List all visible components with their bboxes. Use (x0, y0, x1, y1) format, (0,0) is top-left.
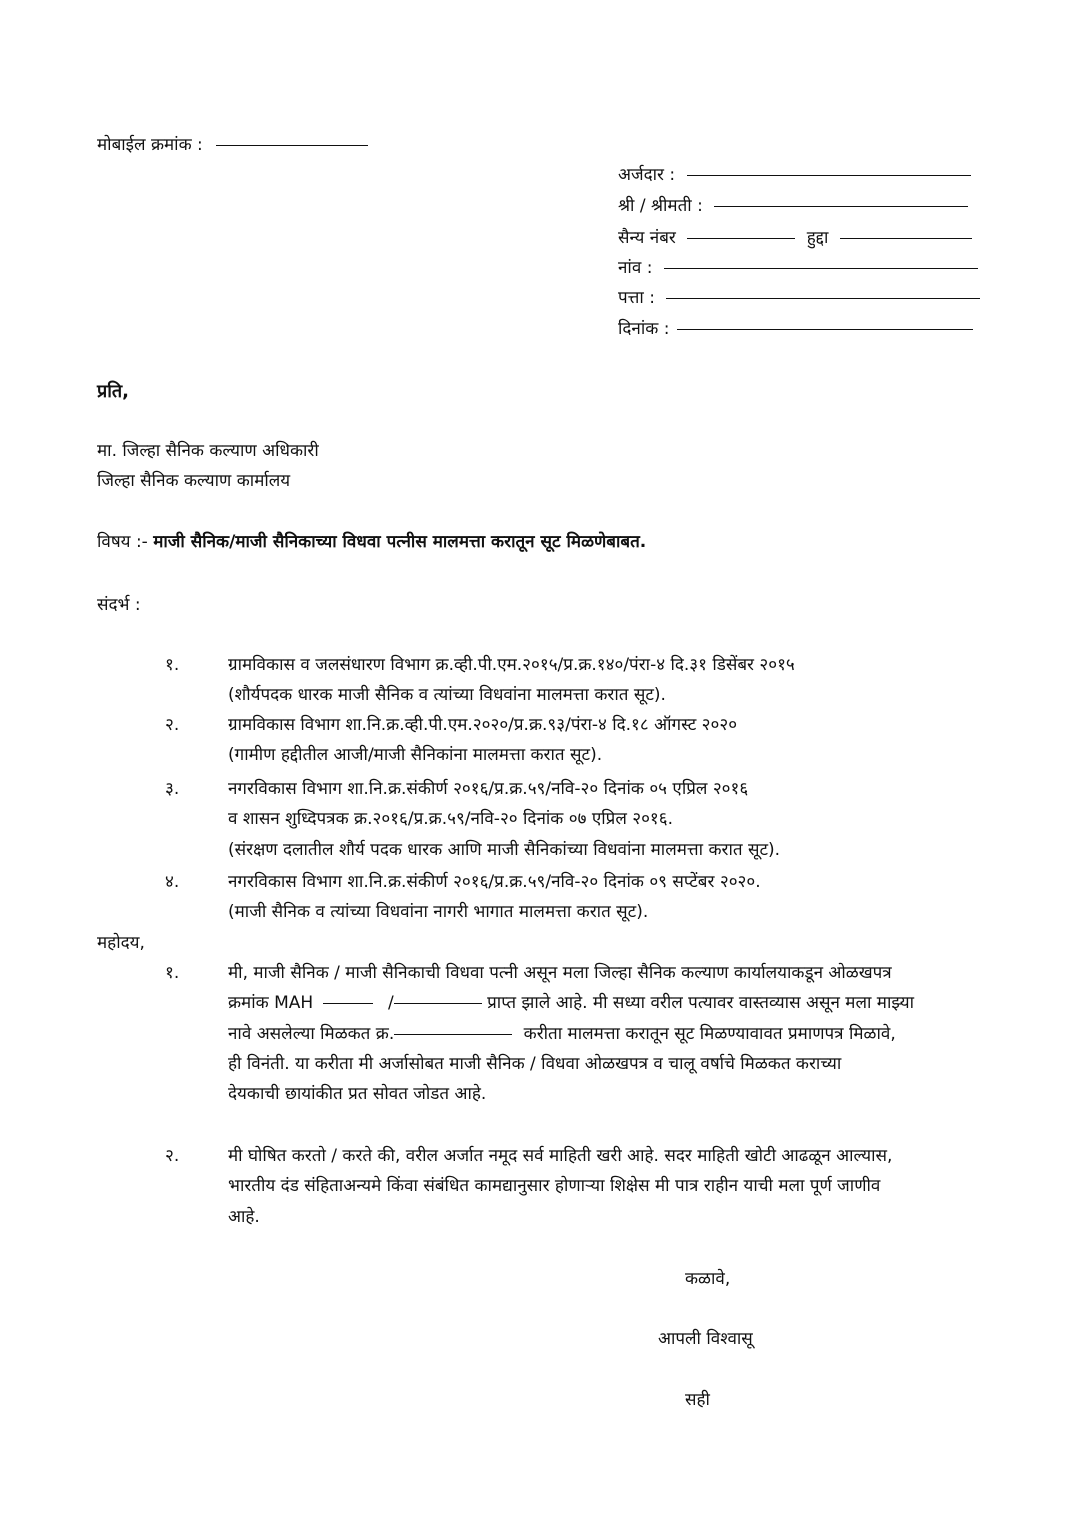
addressee-line-2: जिल्हा सैनिक कल्याण कार्मालय (97, 471, 291, 491)
applicant-arjdar-row (618, 162, 971, 185)
para-1-num: १. (165, 963, 180, 983)
closing-kalave: कळावे, (685, 1269, 731, 1289)
hudda-label: हुद्दा (806, 228, 829, 248)
arjdar-blank[interactable] (687, 175, 971, 176)
property-number-blank[interactable] (394, 1034, 512, 1035)
patta-label: पत्ता : (618, 288, 655, 308)
prati: प्रति, (97, 381, 130, 402)
ref-3-num: ३. (165, 779, 180, 799)
id-number-blank-2[interactable] (394, 1003, 482, 1004)
sainya-number-label: सैन्य नंबर (618, 228, 676, 248)
dinank-blank[interactable] (677, 329, 973, 330)
ref-4-line-1: नगरविकास विभाग शा.नि.क्र.संकीर्ण २०१६/प्र.क्र.५९/नवि-२० दिनांक ०९ सप्टेंबर २०२०. (228, 872, 761, 892)
ref-4-line-2: (माजी सैनिक व त्यांच्या विधवांना नागरी भागात मालमत्ता करात सूट). (228, 902, 649, 922)
subject-label: विषय :- (97, 532, 148, 552)
applicant-shri-row (618, 193, 968, 216)
para-2-line-1: मी घोषित करतो / करते की, वरील अर्जात नमूद सर्व माहिती खरी आहे. सदर माहिती खोटी आढळून आल्यास, (228, 1146, 893, 1166)
para-2-num: २. (165, 1146, 180, 1166)
applicant-naav-row (618, 255, 978, 278)
para-2-line-3: आहे. (228, 1207, 260, 1227)
para-1-line-5: देयकाची छायांकीत प्रत सोवत जोडत आहे. (228, 1084, 487, 1104)
sainya-number-blank[interactable] (687, 238, 795, 239)
ref-4-num: ४. (165, 872, 180, 892)
applicant-patta-row (618, 285, 980, 308)
references-label: संदर्भ : (97, 595, 141, 615)
id-number-prefix: क्रमांक MAH (228, 993, 314, 1013)
mobile-label: मोबाईल क्रमांक : (97, 135, 203, 155)
naav-blank[interactable] (664, 268, 978, 269)
para-1-line-2 (228, 990, 914, 1013)
subject-row (97, 529, 646, 552)
para-1-line-2-rest: प्राप्त झाले आहे. मी सध्या वरील पत्यावर वास्तव्यास असून मला माझ्या (487, 993, 915, 1013)
patta-blank[interactable] (666, 298, 980, 299)
closing-sahi: सही (685, 1390, 710, 1410)
addressee-line-1: मा. जिल्हा सैनिक कल्याण अधिकारी (97, 441, 319, 461)
para-1-line-3 (228, 1021, 896, 1044)
shri-blank[interactable] (714, 206, 968, 207)
shri-label: श्री / श्रीमती : (618, 196, 703, 216)
mobile-row (97, 132, 368, 155)
para-1-line-3-rest: करीता मालमत्ता करातून सूट मिळण्यावावत प्रमाणपत्र मिळावे, (523, 1024, 896, 1044)
ref-1-num: १. (165, 655, 180, 675)
mobile-blank[interactable] (216, 145, 368, 146)
salutation: महोदय, (97, 933, 145, 953)
ref-2-line-2: (गामीण हद्दीतील आजी/माजी सैनिकांना मालमत्ता करात सूट). (228, 745, 603, 765)
ref-2-num: २. (165, 715, 180, 735)
closing-aapli-vishwasu: आपली विश्वासू (658, 1329, 753, 1349)
id-number-blank-1[interactable] (323, 1003, 373, 1004)
arjdar-label: अर्जदार : (618, 165, 676, 185)
id-number-separator: / (387, 993, 394, 1013)
para-1-line-1: मी, माजी सैनिक / माजी सैनिकाची विधवा पत्नी असून मला जिल्हा सैनिक कल्याण कार्यालयाकडून ओळखपत्र (228, 963, 892, 983)
ref-3-line-1: नगरविकास विभाग शा.नि.क्र.संकीर्ण २०१६/प्र.क्र.५९/नवि-२० दिनांक ०५ एप्रिल २०१६ (228, 779, 749, 799)
ref-1-line-1: ग्रामविकास व जलसंधारण विभाग क्र.व्ही.पी.एम.२०१५/प्र.क्र.१४०/पंरा-४ दि.३१ डिसेंबर २०१५ (228, 655, 795, 675)
ref-2-line-1: ग्रामविकास विभाग शा.नि.क्र.व्ही.पी.एम.२०२०/प्र.क्र.९३/पंरा-४ दि.१८ ऑगस्ट २०२० (228, 715, 738, 735)
subject-text: माजी सैनिक/माजी सैनिकाच्या विधवा पत्नीस मालमत्ता करातून सूट मिळणेबाबत. (153, 532, 647, 552)
para-1-line-4: ही विनंती. या करीता मी अर्जासोबत माजी सैनिक / विधवा ओळखपत्र व चालू वर्षाचे मिळकत कराच्या (228, 1054, 842, 1074)
ref-1-line-2: (शौर्यपदक धारक माजी सैनिक व त्यांच्या विधवांना मालमत्ता करात सूट). (228, 685, 666, 705)
ref-3-line-2: व शासन शुध्दिपत्रक क्र.२०१६/प्र.क्र.५९/नवि-२० दिनांक ०७ एप्रिल २०१६. (228, 809, 674, 829)
applicant-dinank-row (618, 316, 973, 339)
dinank-label: दिनांक : (618, 319, 670, 339)
ref-3-line-3: (संरक्षण दलातील शौर्य पदक धारक आणि माजी सैनिकांच्या विधवांना मालमत्ता करात सूट). (228, 840, 781, 860)
hudda-blank[interactable] (840, 238, 972, 239)
applicant-sainya-row (618, 225, 972, 248)
property-number-label: नावे असलेल्या मिळकत क्र. (228, 1024, 395, 1044)
naav-label: नांव : (618, 258, 653, 278)
para-2-line-2: भारतीय दंड संहिताअन्यमे किंवा संबंधित कामद्यानुसार होणाऱ्या शिक्षेस मी पात्र राहीन याची मला पूर्ण जाणीव (228, 1176, 881, 1196)
